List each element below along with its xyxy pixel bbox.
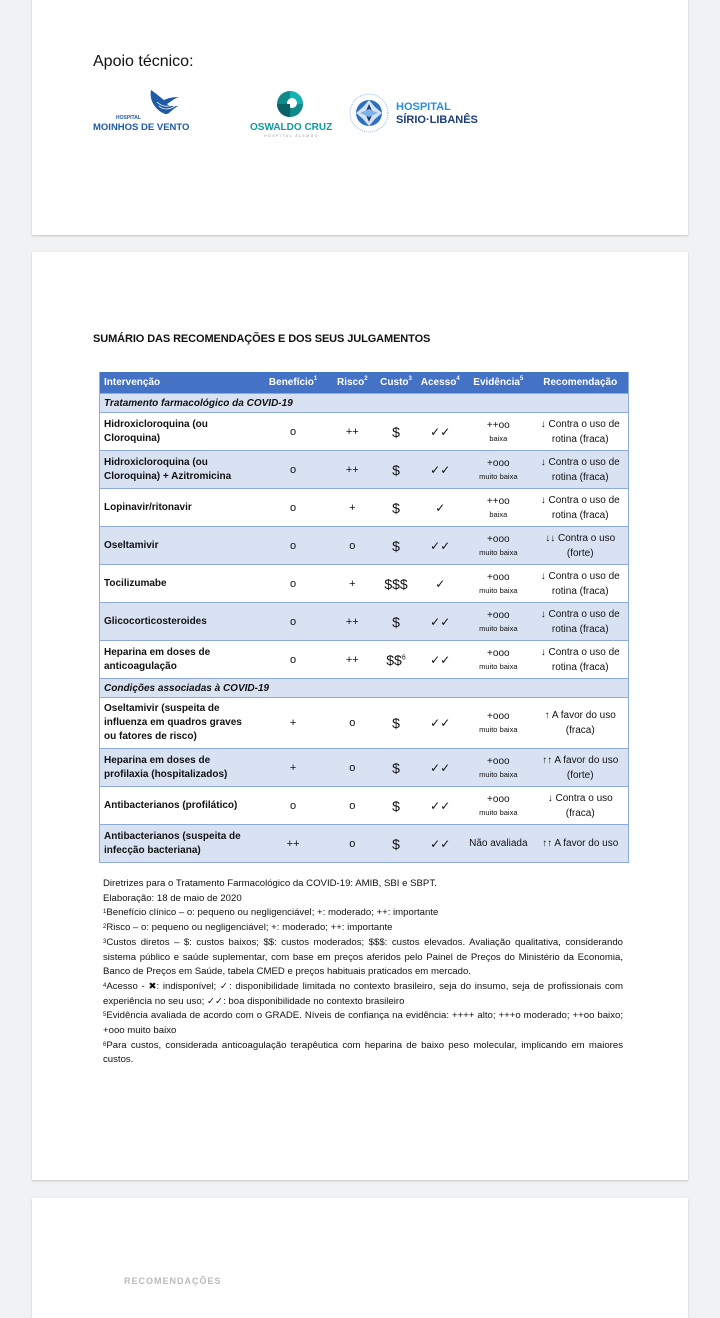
cell-custo	[376, 641, 417, 679]
cell-acesso-value: ✓✓	[430, 614, 451, 629]
cell-recomendacao-value: ↑↑ A favor do uso	[542, 838, 619, 849]
cell-beneficio	[257, 451, 328, 489]
cell-evidencia	[464, 749, 532, 787]
cell-beneficio	[257, 749, 328, 787]
cell-custo	[376, 825, 417, 863]
cell-intervencao	[100, 825, 258, 863]
evidence-grade: +ooo	[487, 755, 510, 767]
cell-acesso-value: ✓✓	[430, 652, 451, 667]
cell-intervencao-value: Heparina em doses de anticoagulação	[104, 646, 211, 672]
cell-risco-value: o	[349, 799, 356, 812]
cell-custo-value: $	[392, 715, 400, 731]
cell-beneficio-value: o	[290, 799, 297, 812]
cell-custo-value: $	[392, 613, 400, 630]
table-row	[100, 489, 629, 527]
cell-custo-value: $	[392, 499, 400, 516]
cell-evidencia	[464, 527, 532, 565]
logo-oswaldo-name: OSWALDO CRUZ	[250, 122, 333, 133]
cell-intervencao-value: Hidroxicloroquina (ou Cloroquina)	[104, 418, 208, 444]
footnote-text: Evidência avaliada de acordo com o GRADE. Níveis de confiança na evidência: ++++ alto; +++o moderado; ++oo baixo; +ooo muito baixo	[103, 1010, 623, 1037]
cell-risco-value: +	[349, 501, 356, 514]
column-header	[464, 372, 532, 394]
cell-beneficio-value: o	[290, 577, 297, 590]
logo-moinhos-name: MOINHOS DE VENTO	[93, 122, 190, 133]
cell-acesso	[416, 565, 464, 603]
column-header-label: Intervenção	[104, 377, 161, 388]
logo-oswaldo-cruz	[250, 90, 340, 140]
evidence-level: muito baixa	[479, 585, 518, 595]
cell-intervencao-value: Oseltamivir (suspeita de influenza em quadros graves ou fatores de risco)	[104, 703, 242, 742]
footnote-text: Custos diretos – $: custos baixos; $$: custos moderados; $$$: custos elevados. Avaliação qualitativa, considerando sistema público e saúde suplementar, com base em preços aferidos pelo Painel de Preços do Ministério da Economia, Banco de Preços em Saúde, tabela CMED e preços habituais praticados em mercado.	[103, 936, 623, 978]
cell-acesso	[416, 489, 464, 527]
cell-beneficio	[257, 698, 328, 749]
evidence-grade: ++oo	[486, 495, 510, 507]
cell-acesso-value: ✓	[435, 576, 446, 591]
cell-risco-value: ++	[345, 615, 359, 628]
column-header	[329, 372, 376, 394]
cell-beneficio-value: o	[290, 615, 297, 628]
footnote-marker: 4	[456, 376, 460, 382]
logo-sirio-line1: HOSPITAL	[396, 101, 451, 113]
cell-acesso-value: ✓✓	[430, 836, 451, 851]
footnote-marker: 6	[401, 653, 406, 661]
footnote-text: Risco – o: pequeno ou negligenciável; +: moderado; ++: importante	[106, 922, 393, 934]
cell-beneficio	[257, 787, 328, 825]
evidence-grade: +ooo	[487, 457, 510, 469]
evidence-level: muito baixa	[479, 661, 518, 671]
cell-acesso	[416, 603, 464, 641]
cell-beneficio	[257, 603, 328, 641]
evidence-grade: ++oo	[486, 419, 510, 431]
column-header-label: Acesso	[420, 377, 457, 388]
cell-risco-value: ++	[345, 653, 359, 666]
evidence-level: muito baixa	[479, 547, 518, 557]
logo-sirio-line2: SÍRIO·LIBANÊS	[396, 114, 478, 126]
cell-risco-value: o	[349, 539, 356, 552]
cell-recomendacao-value: ↓↓ Contra o uso (forte)	[545, 532, 616, 559]
logo-oswaldo-small: HOSPITAL ALEMÃO	[264, 134, 319, 138]
cell-acesso	[416, 787, 464, 825]
table-row	[100, 565, 629, 603]
sirio-libanes-globe-icon	[349, 93, 389, 133]
cell-acesso	[416, 451, 464, 489]
cell-intervencao-value: Antibacterianos (profilático)	[104, 799, 238, 811]
cell-custo	[376, 527, 417, 565]
cell-beneficio-value: o	[290, 425, 297, 438]
evidence-grade: +ooo	[487, 647, 510, 659]
cell-acesso	[416, 527, 464, 565]
footnote-number: 3	[103, 938, 107, 945]
cell-risco	[329, 451, 376, 489]
cell-acesso-value: ✓	[435, 500, 446, 515]
cell-intervencao-value: Hidroxicloroquina (ou Cloroquina) + Azitromicina	[104, 456, 232, 482]
cell-beneficio	[257, 825, 328, 863]
cell-intervencao	[100, 603, 258, 641]
cell-recomendacao-value: ↓ Contra o uso (fraca)	[547, 792, 613, 819]
column-header	[100, 372, 258, 394]
cell-custo	[376, 489, 417, 527]
cell-acesso-value: ✓✓	[430, 716, 451, 730]
footnote	[103, 906, 623, 921]
table-row	[100, 749, 629, 787]
summary-title: SUMÁRIO DAS RECOMENDAÇÕES E DOS SEUS JULGAMENTOS	[93, 333, 431, 345]
cell-beneficio-value: +	[289, 761, 297, 774]
cell-beneficio-value: o	[290, 653, 297, 666]
cell-evidencia	[464, 565, 532, 603]
cell-beneficio-value: +	[289, 717, 297, 729]
evidence-grade: +ooo	[487, 711, 510, 722]
cell-risco-value: o	[349, 837, 356, 850]
table-row	[100, 413, 629, 451]
cell-intervencao-value: Glicocorticosteroides	[104, 615, 207, 627]
logo-sirio-libanes	[349, 93, 494, 138]
column-header	[532, 372, 628, 394]
cell-risco	[329, 698, 376, 749]
cell-recomendacao-value: ↓ Contra o uso de rotina (fraca)	[540, 418, 620, 445]
table-row	[100, 787, 629, 825]
cell-recomendacao	[532, 603, 628, 641]
cell-intervencao-value: Antibacterianos (suspeita de infecção bacteriana)	[104, 830, 241, 856]
footnote-text: Benefício clínico – o: pequeno ou negligenciável; +: moderado; ++: importante	[106, 907, 439, 919]
cell-acesso	[416, 749, 464, 787]
table-row	[100, 698, 629, 749]
cell-risco-value: ++	[345, 425, 359, 438]
cell-recomendacao-value: ↓ Contra o uso de rotina (fraca)	[540, 646, 620, 673]
footnote-number: 1	[103, 909, 107, 916]
cell-beneficio	[257, 565, 328, 603]
evidence-level: muito baixa	[479, 807, 518, 817]
cell-intervencao	[100, 489, 258, 527]
moinhos-wing-icon	[147, 88, 181, 118]
cell-custo-value: $	[392, 759, 400, 776]
support-label: Apoio técnico:	[93, 53, 194, 70]
cell-risco	[329, 749, 376, 787]
cell-risco	[329, 603, 376, 641]
evidence-level: muito baixa	[479, 725, 518, 734]
cell-custo-value: $	[392, 461, 400, 478]
cell-risco	[329, 489, 376, 527]
cell-intervencao	[100, 565, 258, 603]
cell-custo	[376, 451, 417, 489]
column-header	[416, 372, 464, 394]
cell-evidencia	[464, 825, 532, 863]
cell-intervencao	[100, 451, 258, 489]
footnote	[103, 1009, 623, 1038]
evidence-grade: +ooo	[487, 609, 510, 621]
footnote	[103, 936, 623, 980]
notes-date: Elaboração: 18 de maio de 2020	[103, 892, 242, 904]
cell-recomendacao	[532, 641, 628, 679]
cell-recomendacao	[532, 825, 628, 863]
column-header	[257, 372, 328, 394]
section-row	[100, 394, 629, 413]
cell-acesso-value: ✓✓	[430, 538, 451, 553]
cell-recomendacao	[532, 565, 628, 603]
cell-recomendacao-value: ↓ Contra o uso de rotina (fraca)	[540, 608, 620, 635]
footnote-marker: 2	[364, 376, 368, 382]
cell-intervencao	[100, 698, 258, 749]
cell-beneficio-value: ++	[286, 837, 300, 850]
cell-intervencao	[100, 413, 258, 451]
evidence-level: muito baixa	[479, 769, 518, 779]
oswaldo-cruz-icon	[276, 90, 304, 118]
cell-risco	[329, 787, 376, 825]
column-header-label: Risco	[337, 377, 365, 388]
cell-beneficio-value: o	[290, 501, 297, 514]
cell-custo-value: $	[392, 537, 400, 554]
cell-intervencao	[100, 527, 258, 565]
footnote	[103, 1039, 623, 1068]
cell-custo	[376, 698, 417, 749]
cell-acesso	[416, 641, 464, 679]
cell-recomendacao	[532, 749, 628, 787]
footnote-marker: 1	[313, 376, 318, 382]
cell-intervencao	[100, 787, 258, 825]
evidence-grade: Não avaliada	[469, 837, 528, 849]
cell-risco-value: +	[349, 577, 356, 590]
cell-custo-value: $	[392, 835, 400, 852]
evidence-grade: +ooo	[487, 793, 510, 805]
recommendations-table	[99, 372, 629, 863]
cell-risco	[329, 565, 376, 603]
section-row	[100, 679, 629, 698]
cell-recomendacao	[532, 489, 628, 527]
footnote-number: 4	[103, 982, 107, 989]
notes-source: Diretrizes para o Tratamento Farmacológico da COVID-19: AMIB, SBI e SBPT.	[103, 878, 437, 889]
partner-logos	[92, 88, 492, 140]
section-title: Condições associadas à COVID-19	[100, 679, 629, 698]
footnotes-list	[103, 906, 623, 1068]
cell-recomendacao-value: ↑ A favor do uso (fraca)	[544, 710, 616, 736]
cell-risco-value: o	[349, 761, 356, 774]
cell-intervencao	[100, 749, 258, 787]
evidence-level: baixa	[489, 509, 508, 519]
cell-intervencao-value: Heparina em doses de profilaxia (hospitalizados)	[104, 754, 228, 780]
table-row	[100, 451, 629, 489]
evidence-level: muito baixa	[479, 623, 518, 633]
cell-risco	[329, 527, 376, 565]
evidence-level: muito baixa	[479, 471, 518, 481]
table-header-row	[100, 372, 629, 394]
cell-evidencia	[464, 489, 532, 527]
cell-risco	[329, 413, 376, 451]
evidence-level: baixa	[489, 433, 508, 443]
cell-custo-value: $	[392, 423, 400, 440]
cell-custo-value: $	[392, 797, 400, 814]
footnote-marker: 5	[520, 376, 524, 382]
cell-custo-value: $$	[386, 651, 402, 668]
cell-acesso	[416, 413, 464, 451]
document-page-3	[32, 1198, 688, 1318]
cell-recomendacao-value: ↓ Contra o uso de rotina (fraca)	[540, 456, 620, 483]
cell-custo	[376, 565, 417, 603]
cell-acesso	[416, 825, 464, 863]
cell-evidencia	[464, 787, 532, 825]
cell-recomendacao	[532, 787, 628, 825]
table-row	[100, 825, 629, 863]
table-row	[100, 603, 629, 641]
cell-recomendacao	[532, 451, 628, 489]
column-header	[376, 372, 417, 394]
footnote-text: Acesso - ✖: indisponível; ✓: disponibilidade limitada no contexto brasileiro, seja do insumo, seja de profissionais com experiência no seu uso; ✓✓: boa disponibilidade no contexto brasileiro	[103, 980, 623, 1007]
table-row	[100, 641, 629, 679]
logo-moinhos-small: HOSPITAL	[116, 115, 141, 121]
cell-evidencia	[464, 603, 532, 641]
footnote	[103, 921, 623, 936]
column-header-label: Evidência	[473, 377, 520, 388]
logo-moinhos-de-vento	[92, 88, 202, 138]
cell-recomendacao	[532, 413, 628, 451]
cell-beneficio	[257, 489, 328, 527]
cell-evidencia	[464, 451, 532, 489]
footnote-number: 2	[103, 924, 107, 931]
cell-intervencao-value: Lopinavir/ritonavir	[104, 501, 192, 513]
cell-recomendacao-value: ↑↑ A favor do uso (forte)	[542, 754, 619, 781]
cell-beneficio	[257, 527, 328, 565]
cell-beneficio-value: o	[290, 539, 297, 552]
cell-custo	[376, 749, 417, 787]
cell-risco-value: ++	[345, 463, 359, 476]
footnote-text: Para custos, considerada anticoagulação terapêutica com heparina de baixo peso molecular, implicando em maiores custos.	[103, 1039, 623, 1066]
page3-cut-heading: RECOMENDAÇÕES	[124, 1276, 222, 1286]
cell-acesso-value: ✓✓	[430, 798, 451, 813]
cell-evidencia	[464, 413, 532, 451]
cell-acesso	[416, 698, 464, 749]
column-header-label: Custo	[380, 377, 409, 388]
cell-custo	[376, 787, 417, 825]
cell-evidencia	[464, 641, 532, 679]
cell-recomendacao-value: ↓ Contra o uso de rotina (fraca)	[540, 494, 620, 521]
cell-evidencia	[464, 698, 532, 749]
column-header-label: Recomendação	[543, 377, 618, 388]
cell-risco	[329, 641, 376, 679]
cell-recomendacao	[532, 698, 628, 749]
cell-acesso-value: ✓✓	[430, 760, 451, 775]
table-row	[100, 527, 629, 565]
cell-beneficio	[257, 413, 328, 451]
cell-intervencao-value: Tocilizumabe	[104, 577, 167, 589]
cell-beneficio	[257, 641, 328, 679]
cell-acesso-value: ✓✓	[430, 424, 451, 439]
cell-recomendacao-value: ↓ Contra o uso de rotina (fraca)	[540, 570, 620, 597]
cell-risco	[329, 825, 376, 863]
footnote	[103, 980, 623, 1009]
evidence-grade: +ooo	[487, 533, 510, 545]
section-title: Tratamento farmacológico da COVID-19	[100, 394, 629, 413]
cell-intervencao-value: Oseltamivir	[104, 539, 159, 551]
cell-custo-value: $$$	[384, 575, 408, 592]
table-notes	[103, 877, 623, 1068]
cell-custo	[376, 413, 417, 451]
evidence-grade: +ooo	[487, 571, 510, 583]
cell-custo	[376, 603, 417, 641]
column-header-label: Benefício	[268, 377, 314, 388]
cell-risco-value: o	[349, 717, 356, 729]
cell-beneficio-value: o	[290, 463, 297, 476]
footnote-number: 5	[103, 1012, 107, 1019]
cell-acesso-value: ✓✓	[430, 462, 451, 477]
cell-recomendacao	[532, 527, 628, 565]
footnote-number: 6	[103, 1041, 107, 1048]
cell-intervencao	[100, 641, 258, 679]
footnote-marker: 3	[408, 376, 412, 382]
